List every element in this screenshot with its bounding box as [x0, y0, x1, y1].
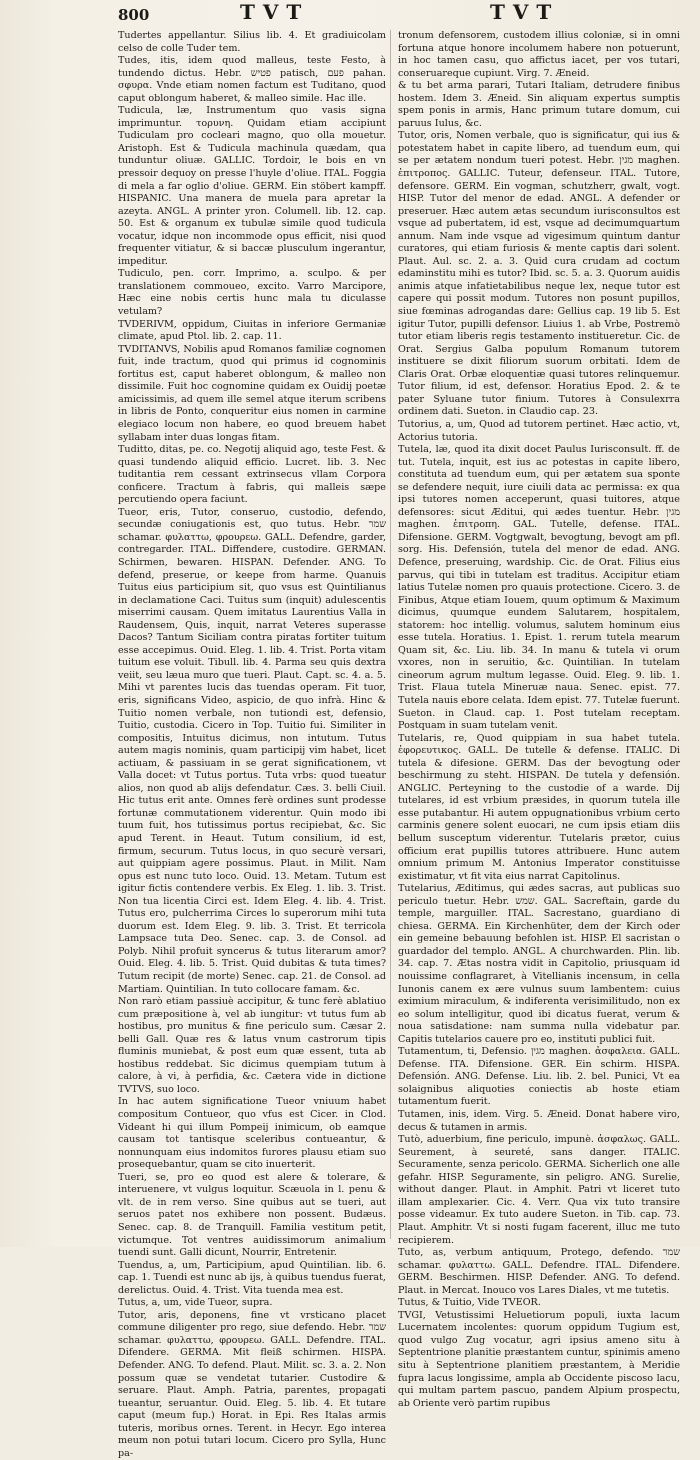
entry-tuditanus: TVDITANVS, Nobilis apud Romanos familiæ cognomen fuit, inde tractum, quod qui primus id cognominis fortitus est, caput haberet oblongum, & malleo non dissimile. Fuit hoc cognomine quidam ex Ouidij poetæ amicissimis, ad quem ille semel atque iterum scribens in libris de Ponto, conqueritur eius nomen in carmine elegiaco locum non habere, eo quod breuem habet syllabam inter duas longas fitam.: [118, 343, 386, 443]
page-number: 800: [118, 6, 150, 24]
entry-tutor-verb: Tutor, aris, deponens, fine vt vrsticano placet commune diligenter pro rego, siue defendo. Hebr. שמר schamar. φυλαττω, φρουρεω. GALL. Defendre. ITAL. Difendere. GERMA. Mit fleiß schirmen. HISPA. Defender. ANG. To defend. Plaut. Milit. sc. 3. a. 2. Non possum quæ se vendetat tutarier. Custodire & seruare. Plaut. Amph. Patria, parentes, propagati tueantur, seruantur. Ouid. Eleg. 5. lib. 4. Et tutare caput (meum fup.) Horat. in Epi. Res Italas armis tuteris, moribus ornes. Terent. in Hecyr. Ego interea meum non potui tutari locum. Cicero pro Sylla, Hunc pa-: [118, 1309, 386, 1459]
running-head-right: TVT: [490, 0, 560, 24]
left-column: [118, 30, 386, 1459]
entry-tueri-se: Tueri, se, pro eo quod est alere & tolerare, & interuenere, vt vulgus loquitur. Scæuola in l. penu & vlt. de in rem verso. Sine quibus aut se tueri, aut seruos patet nos exhibere non possent. Budæus. Senec. cap. 8. de Tranquill. Familia vestitum petit, victumque. Tot ventres auidissimorum animalium tuendi sunt. Galli dicunt, Nourrir, Entretenir.: [118, 1171, 386, 1259]
entry-tudertes: Tudertes appellantur. Silius lib. 4. Et gradiuicolam celso de colle Tuder tem.: [118, 30, 386, 54]
entry-tuto-verb: Tuto, as, verbum antiquum, Protego, defendo. שמר schamar. φυλαττω. GALL. Defendre. ITAL. Difendere. GERM. Beschirmen. HISP. Defender. ANG. To defend. Plaut. in Mercat. Inouco vos Lares Diales, vt me tutetis.: [398, 1247, 680, 1296]
entry-tutorius: Tutorius, a, um, Quod ad tutorem pertinet. Hæc actio, vt, Actorius tutoria.: [398, 418, 680, 443]
running-head-left: TVT: [240, 0, 310, 24]
entry-tuendus: Tuendus, a, um, Participium, apud Quintilian. lib. 6. cap. 1. Tuendi est nunc ab ijs, à quibus tuendus fuerat, derelictus. Ouid. 4. Trist. Vita tuenda mea est.: [118, 1259, 386, 1296]
entry-tuto-adverb: Tutò, aduerbium, fine periculo, impunè. ἀσφαλως. GALL. Seurement, à seureté, sans danger. ITALIC. Securamente, senza pericolo. GERMA. Sicherlich one alle gefahr. HISP. Seguramente, sin peligro. ANG. Surelie, without danger. Plaut. in Amphit. Patri vt liceret tuto illam amplexarier. Cic. 4. Verr. Qua vix tuto transire posse videamur. Ex tuto audere Sueton. in Tib. cap. 73. Plaut. Amphitr. Vt si nosti fugam facerent, illuc me tuto recipierem.: [398, 1134, 680, 1246]
entry-tudicula: Tudicula, læ, Instrumentum quo vasis signa imprimuntur. τορυνη. Quidam etiam accipiunt Tudiculam pro cocleari magno, quo olla mouetur. Aristoph. Est & Tudicula machinula quædam, qua tunduntur oliuæ. GALLIC. Tordoir, le bois en vn pressoir dequoy on presse l'huyle d'oliue. ITAL. Foggia di mela a far oglio d'oliue. GERM. Ein stöbert kampff. HISPANIC. Una manera de muela para apretar la azeyta. ANGL. A printer yron. Columell. lib. 12. cap. 50. Est & organum ex tubulæ simile quod tudicula vocatur, idque non incommode opus efficit, nisi quod frequenter vitiatur, & si baccæ plusculum ingerantur, impeditur.: [118, 105, 386, 267]
entry-tutelaris: Tutelaris, re, Quod quippiam in sua habet tutela. ἐφορευτικος. GALL. De tutelle & defense. ITALIC. Di tutela & difesione. GERM. Das der bevogtung oder beschirmung zu steht. HISPAN. De tutela y defensión. ANGLIC. Perteyning to the custodie of a warde. Dij tutelares, id est vrbium præsides, in quorum tutela ille esse putabantur. Hi autem oppugnationibus vrbium certo carminis genere solent euocari, ne cum ipsis etiam diis bellum susceptum viderentur. Tutelaris prætor, cuius officium erat pupillis tutores attribuere. Hunc autem omnium primum M. Antonius Imperator constituisse existimatur, vt fit vita eius narrat Capitolinus.: [398, 732, 680, 882]
entry-tutus-tuitio: Tutus, & Tuitio, Vide TVEOR.: [398, 1297, 541, 1309]
entry-tuditto: Tuditto, ditas, pe. co. Negotij aliquid ago, teste Fest. & quasi tundendo aliquid efficio. Lucret. lib. 3. Nec tuditantia rem cessant extrinsecus vllam Corpora conficere. Tractum à fabris, qui malleis sæpe percutiendo opera faciunt.: [118, 444, 386, 506]
entry-tudiculo: Tudiculo, pen. corr. Imprimo, a. sculpo. & per translationem commoueo, excito. Varro Marcipore, Hæc eine nobis certis hunc mala tu diculasse vetulam?: [118, 268, 386, 318]
entry-tutus-ref: Tutus, a, um, vide Tueor, supra.: [118, 1297, 273, 1309]
entry-tutor-noun: Tutor, oris, Nomen verbale, quo is significatur, qui ius & potestatem habet in capite libero, ad tuendum eum, qui se per ætatem nondum tueri potest. Hebr. מגין maghen. ἐπιτροπος. GALLIC. Tuteur, defenseur. ITAL. Tutore, defensore. GERM. Ein vogman, schutzherr, gwalt, vogt. HISP. Tutor del menor de edad. ANGL. A defender or preseruer. Hæc autem ætas secundum iurisconsultos est vsque ad pubertatem, id est, vsque ad decimumquartum annum. Nam inde vsque ad vigesimum quintum dantur curatores, qui etiam furiosis & mente captis dari solent. Plaut. Aul. sc. 2. a. 3. Quid cura crudam ad coctum edaminstitu mihi es tutor? Ibid. sc. 5. a. 3. Quorum auidis animis atque infatietabilibus neque lex, neque tutor est capere qui possit modum. Tutores non posunt pupillos, siue fœminas adrogandas dare: Gellius cap. 19 lib 5. Est igitur Tutor, pupilli defensor. Liuius 1. ab Vrbe, Postremò tutor etiam liberis regis testamento institueretur. Cic. de Orat. Sergius Galba populum Romanum tutorem instituere se dixit filiorum suorum orbitati. Idem de Claris Orat. Orbæ eloquentiæ quasi tutores relinquemur. Tutor filium, id est, defensor. Horatius Epod. 2. & te pater Syluane tutor finium. Tutores à Consulexrra ordinem dati. Sueton. in Claudio cap. 23.: [398, 130, 681, 418]
entry-tutelarius: Tutelarius, Æditimus, qui ædes sacras, aut publicas suo periculo tuetur. Hebr. שמש. GAL. Sacreftain, garde du temple, marguiller. ITAL. Sacrestano, guardiano di chiesa. GERMA. Ein Kirchenhüter, dem der Kirch oder ein gemeine bebauung befohlen ist. HISP. El sacristan o guardador del templo. ANGL. A churchwarden. Plin. lib. 34. cap. 7. Ætas nostra vidit in Capitolio, priusquam id nouissime conflagraret, à Vitellianis incensum, in cella Iunonis canem ex ære vulnus suum lambentem: cuius eximium miraculum, & indiferenta verisimilitudo, non ex eo solum intelligitur, quod ibi dicatus fuerat, verum & noua satisdatione: nam summa nulla videbatur par. Capitis tutelarios cauere pro eo, instituti publici fuit.: [398, 883, 680, 1045]
entry-tutamen: Tutamen, inis, idem. Virg. 5. Æneid. Donat habere viro, decus & tutamen in armis.: [398, 1109, 680, 1133]
entry-tutela: Tutela, læ, quod ita dixit docet Paulus Iurisconsult. ff. de tut. Tutela, inquit, est ius ac potestas in capite libero, constituta ad tuendum eum, qui per ætatem sua sponte se defendere nequit, iure ciuili data ac permissa: ex qua ipsi tutores nomen acceperunt, quasi tuitores, atque defensores: sicut Æditui, qui ædes tuentur. Hebr. מגין maghen. ἐπιτροπη. GAL. Tutelle, defense. ITAL. Difensione. GERM. Vogtgwalt, bevogtung, bevogt am pfl. sorg. His. Defensión, tutela del menor de edad. ANG. Defence, preseruing, wardship. Cic. de Orat. Filius eius parvus, qui tibi in tutelam est traditus. Accipitur etiam latius Tutelæ nomen pro quauis protectione. Cicero. 3. de Finibus, Atque etiam Iouem, quum optimum & Maximum dicimus, quumque eundem Salutarem, hospitalem, statorem: hoc intellig. volumus, salutem hominum eius esse tutela. Horatius. 1. Epist. 1. rerum tutela mearum Quam sit, &c. Liu. lib. 34. In manu & tutela vi orum vxores, non in seruitio, &c. Quintilian. In tutelam cineorum agrum multum legasse. Ouid. Eleg. 9. lib. 1. Trist. Flaua tutela Mineruæ naua. Senec. epist. 77. Tutela nauis ebore celata. Idem epist. 77. Tutelæ fuerunt. Sueton. in Claud. cap. 1. Post tutelam receptam. Postquam in suam tutelam venit.: [398, 444, 680, 732]
entry-tueor-passive: Non rarò etiam passiuè accipitur, & tunc ferè ablatiuo cum præpositione à, vel ab iungitur: vt tutus fum ab hostibus, pro munitus & fine periculo sum. Cæsar 2. belli Gall. Quæ res & latus vnum castrorum tipis fluminis muniebat, & post eum quæ essent, tuta ab hostibus reddebat. Sic dicimus quempiam tutum à calore, à vi, à perfidia, &c. Cætera vide in dictione TVTVS, suo loco.: [118, 996, 386, 1095]
entry-tutamentum: Tutamentum, ti, Defensio. מגין maghen. ἀσφαλεια. GALL. Defense. ITA. Difensione. GER. Ein schirm. HISPA. Defensión. ANG. Defense. Liu. lib. 2. bel. Punici, Vt ea solaignibus aliquoties coniectis ab hoste etiam tutamentum fuerit.: [398, 1046, 680, 1108]
entry-tueor: Tueor, eris, Tutor, conseruo, custodio, defendo, secundæ coniugationis est, quo tutus. Hebr. שמר schamar. φυλαττω, φρουρεω. GALL. Defendre, garder, contregarder. ITAL. Diffendere, custodire. GERMAN. Schirmen, bewaren. HISPAN. Defender. ANG. To defend, preserue, or keepe from harme. Quanuis Tuitus eius participium sit, quo vsus est Quintilianus in declamatione Caci. Tuitus sum (inquit) adulescentis miserrimi causam. Quem imitatus Laurentius Valla in Raudensem, Quis, inquit, narrat Veteres superasse Dacos? Tantum Siciliam contra piratas fortiter tuitum esse accepimus. Ouid. Eleg. 1. lib. 4. Trist. Porta vitam tuitum ese voluit. Tibull. lib. 4. Parma seu quis dextra veiit, seu læua muro que tueri. Plaut. Capt. sc. 4. a. 5. Mihi vt parentes lucis das tuendas operam. Fit tuor, eris, significans Video, aspicio, de quo infrà. Hinc & Tuitio nomen verbale, non tutiondi est, defensio, Tuitio, custodia. Cicero in Top. Tuitio fui. Similiter in compositis, Intuitus dicimus, non intutum. Tutus autem magis nominis, quam participij vim habet, licet actiuam, & passiuam in se gerat significationem, vt Valla docet: vt Tutus portus. Tuta vrbs: quod tueatur alios, non quod ab alijs defendatur. Cæs. 3. belli Ciuil. Hic tutus erit ante. Omnes ferè ordines sunt prodesse fortunæ commutationem viderentur. Quin modo ibi tuum fuit, hos tutissimus portus recipiebat, &c. Sic apud Terent. in Heaut. Tutum consilium, id est, firmum, securum. Tutus locus, in quo securè versari, aut quippiam agere possimus. Plaut. in Milit. Nam opus est nunc tuto loco. Ouid. 13. Metam. Tutum est igitur fictis contendere verbis. Ex Eleg. 1. lib. 3. Trist. Non tua licentia Circi est. Idem Eleg. 4. lib. 4. Trist. Tutus ero, pulcherrima Circes lo superorum mihi tuta duorum est. Idem Eleg. 9. lib. 3. Trist. Et terricola Lampsace tuta Deo. Senec. cap. 3. de Consol. ad Polyb. Nihil profuit syncerus & tutus literarum amor? Ouid. Eleg. 4. lib. 5. Trist. Quid dubitas & tuta times? Tutum recipit (de morte) Senec. cap. 21. de Consol. ad Martiam. Quintilian. In tuto collocare famam. &c.: [118, 506, 386, 995]
entry-contueor: In hac autem significatione Tueor vniuum habet compositum Contueor, quo vfus est Cicer. in Clod. Videant hi qui illum Pompeij inimicum, ob eamque causam tot tantisque sceleribus contueantur, & nonnunquam eius indomitos furores plausu etiam suo prosequebantur, quam se cito inuerterit.: [118, 1096, 386, 1171]
entry-tugi: TVGI, Vetustissimi Heluetiorum populi, iuxta lacum Lucernatem incolentes: quorum oppidum Tugium est, quod vulgo Zug vocatur, agri ipsius ameno situ à Septentrione planitie præstantem cuntur, spinimis ameno situ à Septentrione planitiem præstantem, à Meridie fupra lacus longissime, ampla ab Occidente piscoso lacu, qui multam partem pascuo, pandem Alpium prospectu, ab Oriente verò partim rupibus: [398, 1309, 680, 1409]
right-column: [398, 30, 681, 1409]
entry-virgil-quote: & tu bet arma parari, Tutari Italiam, detrudere finibus hostem. Idem 3. Æneid. Sin aliquam expertus sumptis spem ponis in armis, Hanc primum tutare domum, cui paruus Iulus, &c.: [398, 80, 680, 129]
entry-tutor-continued: tronum defensorem, custodem illius coloniæ, si in omni fortuna atque honore incolumem habere non potuerunt, in hoc tamen casu, quo affictus iacet, per vos tutari, conseruareque cupiunt. Virg. 7. Æneid.: [398, 30, 680, 79]
entry-tuderium: TVDERIVM, oppidum, Ciuitas in inferiore Germaniæ climate, apud Ptol. lib. 2. cap. 11.: [118, 318, 386, 343]
column-divider: [390, 30, 391, 1239]
entry-tudes: Tudes, itis, idem quod malleus, teste Festo, à tundendo dictus. Hebr. פטיש patisch, פעם pahan. σφυρα. Vnde etiam nomen factum est Tuditano, quod caput oblongum haberet, & malleo simile. Hac ille.: [118, 55, 386, 104]
